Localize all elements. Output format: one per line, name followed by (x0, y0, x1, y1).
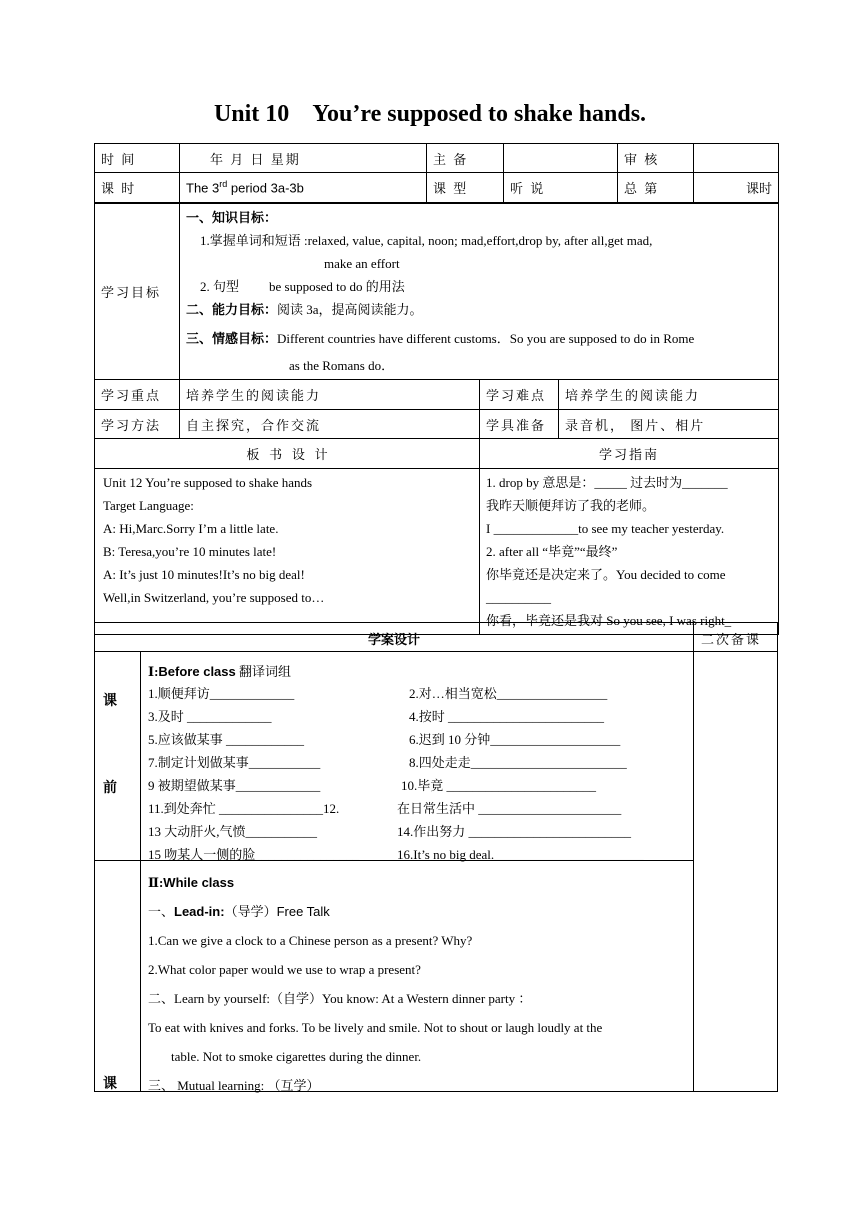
phrase-item: 3.及时 _____________ (148, 709, 272, 724)
emotion-goal: 三、情感目标：Different countries have different customs．So you are supposed to do in Rome (186, 331, 695, 346)
key-value: 培养学生的阅读能力 (180, 380, 480, 410)
ability-goal: 二、能力目标：阅读 3a，提高阅读能力。 (186, 302, 423, 317)
goals-label: 学习目标 (95, 204, 180, 380)
before-heading: Ⅰ:Before class 翻译词组 (148, 664, 292, 679)
while-side: 课 (103, 1077, 117, 1092)
goal-item-2: 2. 句型 be supposed to do 的用法 (200, 279, 405, 294)
before-left-list (148, 682, 359, 866)
guide-line: 1. drop by 意思是：_____ 过去时为_______ (486, 475, 728, 490)
goals-content (180, 204, 779, 380)
host-value (504, 144, 618, 173)
period-label: 课 时 (95, 173, 180, 203)
total-suffix: 课时 (694, 173, 779, 203)
total-label: 总 第 (618, 173, 694, 203)
guide-line: 我昨天顺便拜访了我的老师。 (486, 498, 656, 513)
review-label: 审 核 (618, 144, 694, 173)
phrase-item: 13 大动肝火,气愤___________ (148, 824, 318, 839)
mutual-learning: 三、 Mutual learning: （互学） (148, 1078, 320, 1093)
phrase-item: 4.按时 ________________________ (409, 709, 605, 724)
dinner-paragraph-cont: table. Not to smoke cigarettes during the dinner. (171, 1049, 422, 1064)
while-heading: Ⅱ:While class (148, 875, 235, 890)
guide-header: 学习指南 (480, 439, 779, 469)
dinner-paragraph: To eat with knives and forks. To be lively and smile. Not to shout or laugh loudly at the (148, 1020, 603, 1035)
date-cell: 年 月 日 星期 (180, 144, 427, 173)
goal-item-1: 1.掌握单词和短语 :relaxed, value, capital, noon; mad,effort,drop by, after all,get mad, (200, 233, 653, 248)
before-right-list (397, 682, 644, 866)
emotion-goal-cont: as the Romans do． (289, 358, 395, 373)
review-value (694, 144, 779, 173)
phrase-item: 7.制定计划做某事___________ (148, 755, 321, 770)
phrase-item: 11.到处奔忙 ________________12. (148, 801, 340, 816)
goal-item-1-cont: make an effort (324, 256, 400, 271)
phrase-item: 2.对…相当宽松_________________ (409, 686, 608, 701)
board-line: Unit 12 You’re supposed to shake hands (103, 475, 313, 490)
header-table (94, 143, 779, 203)
board-content (95, 469, 480, 635)
guide-line: __________ (486, 590, 551, 605)
guide-line: I _____________to see my teacher yesterday. (486, 521, 725, 536)
question-2: 2.What color paper would we use to wrap a present? (148, 962, 421, 977)
board-header: 板 书 设 计 (95, 439, 480, 469)
host-label: 主 备 (427, 144, 504, 173)
guide-line: 2. after all “毕竟”“最终” (486, 544, 618, 559)
guide-line: 你毕竟还是决定来了。You decided to come (486, 567, 726, 582)
method-value: 自主探究，合作交流 (180, 410, 480, 439)
question-1: 1.Can we give a clock to a Chinese person as a present? Why? (148, 933, 473, 948)
board-line: Well,in Switzerland, you’re supposed to… (103, 590, 325, 605)
phrase-item: 10.毕竟 _______________________ (401, 778, 597, 793)
phrase-item: 15 吻某人一侧的脸________________ (148, 847, 360, 862)
tools-label: 学具准备 (480, 410, 559, 439)
difficulty-label: 学习难点 (480, 380, 559, 410)
second-prep-label: 二次备课 (701, 632, 762, 647)
guide-line: 你看，毕竟还是我对 So you see, I was right_ (486, 613, 732, 628)
phrase-item: 16.It’s no big deal._______________________ (397, 847, 644, 862)
period-value: The 3rd period 3a-3b (180, 173, 427, 203)
before-side-1: 课 (103, 694, 117, 709)
before-side-2: 前 (103, 781, 117, 796)
key-label: 学习重点 (95, 380, 180, 410)
board-line: A: It’s just 10 minutes!It’s no big deal! (103, 567, 305, 582)
design-header: 学案设计 (367, 632, 420, 647)
phrase-item: 9 被期望做某事_____________ (148, 778, 321, 793)
phrase-item: 6.迟到 10 分钟____________________ (409, 732, 621, 747)
phrase-item: 8.四处走走________________________ (409, 755, 627, 770)
board-line: A: Hi,Marc.Sorry I’m a little late. (103, 521, 279, 536)
board-line: Target Language: (103, 498, 194, 513)
before-side-cell (94, 651, 141, 861)
while-content (148, 868, 602, 1100)
knowledge-title: 一、知识目标： (186, 210, 278, 225)
guide-content (480, 469, 779, 635)
while-side-cell (94, 860, 141, 1092)
time-label: 时 间 (95, 144, 180, 173)
page-title: Unit 10 You’re supposed to shake hands. (213, 101, 647, 127)
difficulty-value: 培养学生的阅读能力 (559, 380, 779, 410)
board-line: B: Teresa,you’re 10 minutes late! (103, 544, 277, 559)
leadin: 一、Lead-in:（导学）Free Talk (148, 904, 330, 919)
phrase-item: 1.顺便拜访_____________ (148, 686, 295, 701)
phrase-item: 5.应该做某事 ____________ (148, 732, 305, 747)
type-label: 课 型 (427, 173, 504, 203)
method-label: 学习方法 (95, 410, 180, 439)
tools-value: 录音机， 图片、相片 (559, 410, 779, 439)
goals-table (94, 203, 779, 635)
type-value: 听 说 (504, 173, 618, 203)
learn-by-yourself: 二、Learn by yourself:（自学）You know: At a Western dinner party ： (148, 991, 532, 1006)
second-prep-cell (693, 622, 778, 1092)
second-prep-divider (693, 651, 778, 652)
phrase-item: 14.作出努力 _________________________ (397, 824, 632, 839)
phrase-item: 在日常生活中 ______________________ (397, 801, 622, 816)
